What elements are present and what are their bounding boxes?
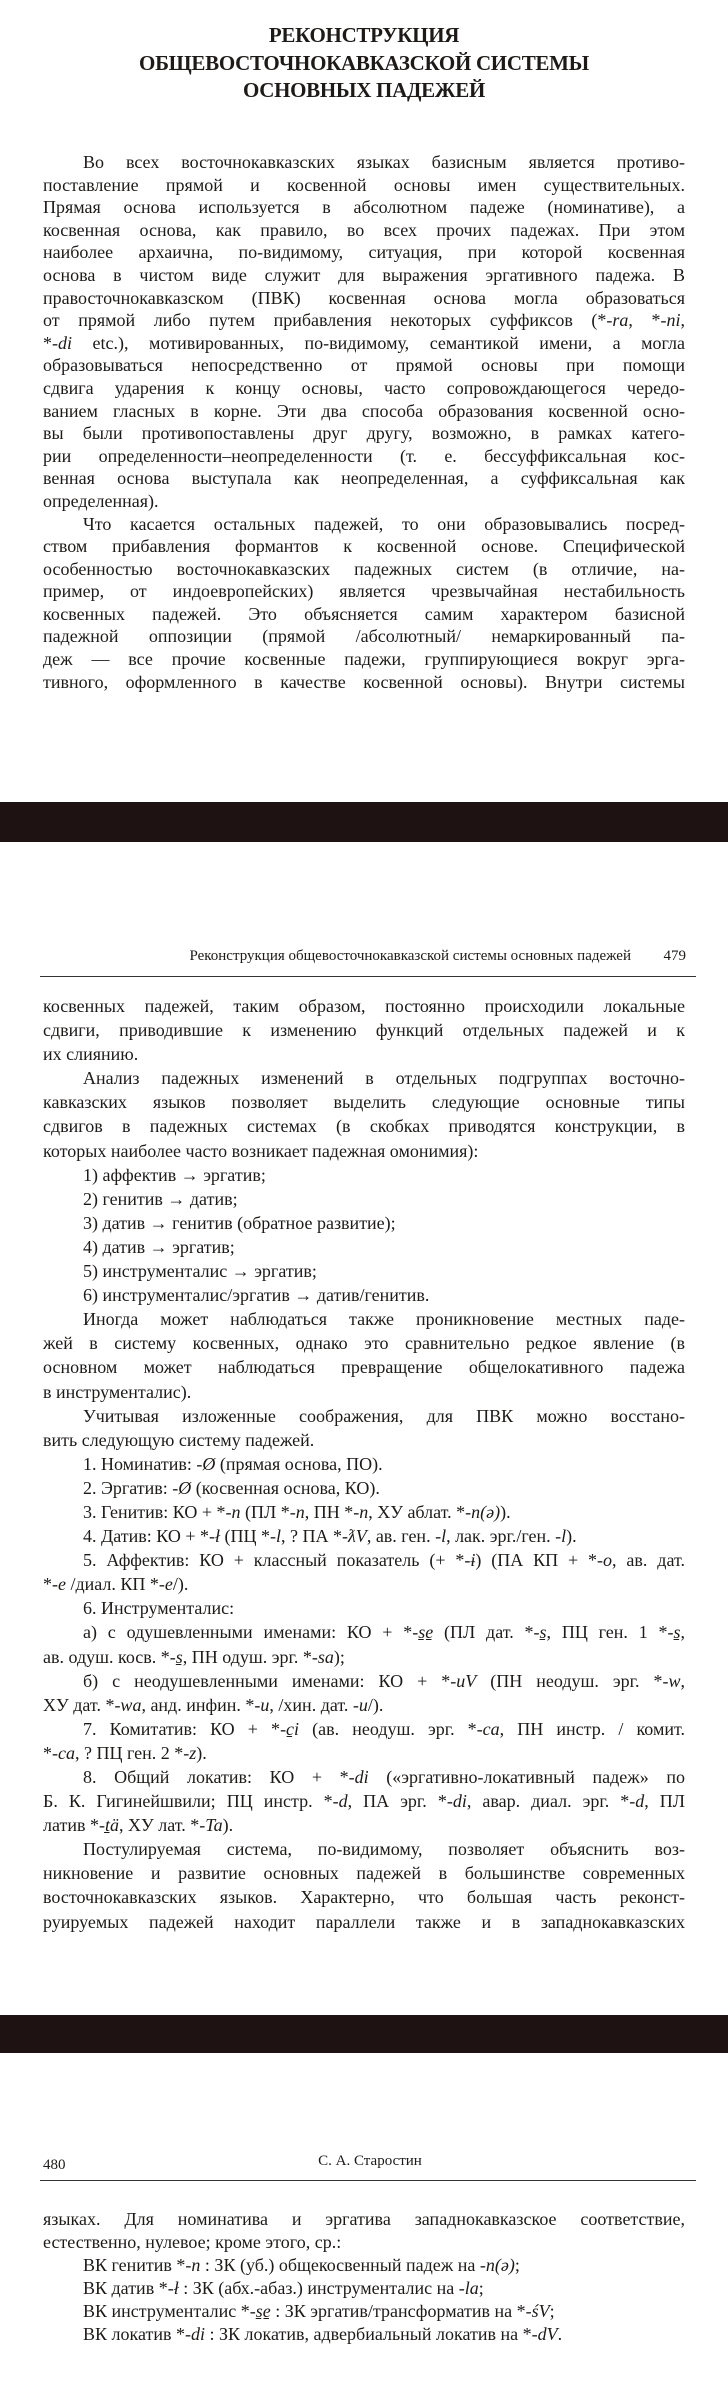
- text-run: ав. одуш. косв. *: [43, 1646, 170, 1667]
- text-line: [43, 151, 685, 174]
- text-line: [43, 1861, 685, 1885]
- text-run: 1. Номинатив: -: [83, 1453, 203, 1474]
- text-run: их слиянию.: [43, 1044, 139, 1065]
- text-run: сдвиги, приводившие к изменению функций отдельных падежей и к: [43, 1020, 685, 1041]
- text-line: [43, 422, 685, 445]
- text-line: [43, 1765, 685, 1789]
- italic-form: -n(ə): [465, 1501, 501, 1522]
- italic-form: Ø: [178, 1477, 192, 1498]
- text-line: [43, 2254, 685, 2277]
- text-run: правосточнокавказском (ПВК) косвенная основа могла образоваться: [43, 287, 685, 308]
- text-run: ;: [478, 2278, 484, 2298]
- text-run: (ПН неодуш. эрг. *: [476, 1670, 663, 1691]
- text-run: (ПЛ *: [240, 1501, 290, 1522]
- text-run: никновение и развитие основных падежей в большинстве современных: [43, 1863, 685, 1884]
- text-run: , ав. ген.: [366, 1526, 436, 1547]
- text-line: [43, 1428, 685, 1452]
- text-run: 2. Эргатив: -: [83, 1477, 179, 1498]
- text-run: ).: [196, 1742, 207, 1763]
- text-run: /).: [172, 1574, 189, 1595]
- text-run: , *: [628, 310, 661, 331]
- text-line: [43, 994, 685, 1018]
- text-line: [43, 377, 685, 400]
- text-line: [43, 625, 685, 648]
- text-run: , ? ПЦ ген. 2 *: [74, 1742, 184, 1763]
- text-run: наиболее архаична, по-видимому, ситуация, при которой косвенная: [43, 242, 685, 263]
- text-line: [43, 1669, 685, 1693]
- running-author: С. А. Старостин: [318, 2153, 422, 2169]
- text-line: [43, 1139, 685, 1163]
- italic-form: -n: [289, 1501, 305, 1522]
- text-run: определенная).: [43, 490, 159, 511]
- text-run: , ав. дат.: [612, 1550, 685, 1571]
- text-line: [43, 1307, 685, 1331]
- text-line: [43, 400, 685, 423]
- text-run: 2) генитив → датив;: [83, 1188, 238, 1209]
- italic-form: Ø: [202, 1453, 216, 1474]
- text-run: 3. Генитив: КО + *: [83, 1501, 226, 1522]
- text-run: естественно, нулевое; кроме этого, ср.:: [43, 2232, 342, 2252]
- text-run: *: [43, 332, 52, 353]
- text-line: [43, 1331, 685, 1355]
- text-run: (ПЦ *: [220, 1526, 271, 1547]
- text-run: 1) аффектив → эргатив;: [83, 1164, 266, 1185]
- page-body: [43, 2208, 685, 2346]
- text-run: *: [43, 1742, 52, 1763]
- text-line: [43, 513, 685, 536]
- italic-form: -wa: [114, 1694, 142, 1715]
- text-run: , ПЦ ген. 1 *: [546, 1622, 668, 1643]
- text-run: Постулируемая система, по-видимому, позволяет объяснить воз-: [83, 1839, 685, 1860]
- text-line: [43, 671, 685, 694]
- text-run: , ПН инстр. / комит.: [499, 1718, 685, 1739]
- text-run: ).: [566, 1526, 577, 1547]
- italic-form: -ca: [476, 1718, 500, 1739]
- text-run: (прямая основа, ПО).: [215, 1453, 383, 1474]
- text-run: , ХУ лат. *: [119, 1815, 200, 1836]
- text-run: , ПЛ: [644, 1791, 685, 1812]
- text-line: [43, 1837, 685, 1861]
- text-run: особенностью восточнокавказских падежных систем (в отличие, на-: [43, 558, 685, 579]
- text-line: [43, 2323, 685, 2346]
- text-run: , /хин. дат.: [269, 1694, 353, 1715]
- text-line: [43, 490, 685, 513]
- text-line: [43, 1741, 685, 1765]
- text-line: [43, 1548, 685, 1572]
- text-run: , ? ПА *: [281, 1526, 343, 1547]
- page-number: 480: [43, 2157, 66, 2173]
- italic-form: -ṯä: [99, 1815, 120, 1836]
- text-line: [43, 1645, 685, 1669]
- text-line: [43, 219, 685, 242]
- title-line: РЕКОНСТРУКЦИЯ: [268, 23, 460, 47]
- text-line: [43, 309, 685, 332]
- text-line: [43, 174, 685, 197]
- text-line: [43, 1717, 685, 1741]
- italic-form: -uV: [450, 1670, 477, 1691]
- text-run: : ЗК (абх.-абаз.) инструменталис на: [178, 2278, 459, 2298]
- italic-form: -di: [348, 1767, 369, 1787]
- italic-form: -l: [435, 1526, 447, 1547]
- text-run: 5) инструменталис → эргатив;: [83, 1261, 317, 1282]
- text-line: [43, 1885, 685, 1909]
- text-run: косвенных падежей. Это объясняется самим характером базисной: [43, 603, 685, 624]
- text-run: /).: [367, 1694, 384, 1715]
- text-line: [43, 287, 685, 310]
- text-run: от прямой либо путем прибавления некоторых суффиксов (*: [43, 310, 607, 331]
- page-separator: [0, 802, 728, 842]
- text-run: 6. Инструменталис:: [83, 1598, 235, 1619]
- italic-form: -e: [52, 1574, 66, 1595]
- text-line: [43, 1789, 685, 1813]
- italic-form: -z: [183, 1742, 197, 1763]
- text-run: основном может наблюдаться превращение общелокативного падежа: [43, 1357, 685, 1378]
- text-run: /диал. КП *: [65, 1574, 159, 1595]
- text-line: [43, 1596, 685, 1620]
- italic-form: -ca: [52, 1742, 75, 1763]
- italic-form: -di: [446, 1791, 467, 1812]
- italic-form: -śV: [525, 2301, 550, 2321]
- text-line: [43, 580, 685, 603]
- page-number: 479: [663, 948, 686, 964]
- page-480: [0, 2053, 728, 2408]
- italic-form: -sa: [311, 1646, 334, 1667]
- text-run: восточнокавказских языков. Характерно, что большая часть реконст-: [43, 1887, 685, 1908]
- text-line: [43, 1620, 685, 1644]
- text-run: ).: [500, 1501, 511, 1522]
- italic-form: -d: [332, 1791, 348, 1812]
- text-run: ) (ПА КП + *: [475, 1550, 598, 1571]
- text-run: латив *: [43, 1815, 100, 1836]
- text-line: [43, 467, 685, 490]
- text-line: [43, 1452, 685, 1476]
- text-line: [43, 1211, 685, 1235]
- text-line: [43, 1187, 685, 1211]
- text-run: руируемых падежей находит параллели также и в западнокавказских: [43, 1911, 685, 1932]
- text-line: [43, 241, 685, 264]
- text-run: (косвенная основа, КО).: [191, 1477, 380, 1498]
- text-run: 4. Датив: КО + *: [83, 1526, 210, 1547]
- text-run: 7. Комитатив: КО + *: [83, 1718, 281, 1739]
- italic-form: -o: [597, 1550, 613, 1571]
- text-line: [43, 1572, 685, 1596]
- text-run: , ПА эрг. *: [347, 1791, 447, 1812]
- italic-form: -ni: [660, 310, 681, 331]
- text-run: ;: [514, 2255, 520, 2275]
- text-run: («эргативно-локативный падеж» по: [368, 1767, 685, 1787]
- text-run: , лак. эрг./ген.: [446, 1526, 556, 1547]
- text-run: вы были противопоставлены друг другу, возможно, в рамках катего-: [43, 423, 685, 444]
- text-run: сдвига ударения к концу основы, часто сопровождающегося чередо-: [43, 377, 685, 398]
- text-run: венная основа выступала как неопределенная, а суффиксальная как: [43, 468, 685, 489]
- italic-form: -dV: [531, 2324, 558, 2344]
- text-line: [43, 1813, 685, 1837]
- text-run: косвенная основа, как правило, во всех прочих падежах. При этом: [43, 219, 685, 240]
- text-run: ВК локатив *: [83, 2324, 185, 2344]
- text-run: деж — все прочие косвенные падежи, группирующиеся вокруг эрга-: [43, 649, 685, 670]
- text-run: ,: [680, 1622, 685, 1643]
- text-line: [43, 354, 685, 377]
- page-479: [0, 842, 728, 2015]
- text-run: ;: [549, 2301, 555, 2321]
- italic-form: -n: [185, 2255, 201, 2275]
- italic-form: -ɨ: [464, 1550, 476, 1571]
- italic-form: -n(ə): [479, 2255, 515, 2275]
- text-run: косвенных падежей, таким образом, постоянно происходили локальные: [43, 996, 685, 1016]
- italic-form: -ł: [209, 1526, 221, 1547]
- text-run: основа в чистом виде служит для выражения эргативного падежа. В: [43, 264, 685, 285]
- text-line: [43, 1693, 685, 1717]
- text-run: ).: [222, 1815, 234, 1836]
- italic-form: -s̱: [533, 1622, 547, 1643]
- italic-form: -s̱e̱: [249, 2301, 271, 2321]
- text-line: [43, 1259, 685, 1283]
- text-run: , ХУ аблат. *: [368, 1501, 466, 1522]
- italic-form: -s̱: [667, 1622, 681, 1643]
- text-run: etc.), мотивированных, по-видимому, семантикой имени, а могла: [72, 332, 685, 353]
- text-run: падежной оппозиции (прямой /абсолютный/ немаркированный па-: [43, 626, 685, 647]
- text-run: ВК датив *: [83, 2278, 168, 2298]
- italic-form: -n: [225, 1501, 241, 1522]
- text-line: [43, 1476, 685, 1500]
- italic-form: -l: [270, 1526, 282, 1547]
- text-line: [43, 196, 685, 219]
- page-478: [0, 0, 728, 802]
- text-run: тивного, оформленного в качестве косвенной основы). Внутри системы: [43, 671, 685, 692]
- title-line: ОБЩЕВОСТОЧНОКАВКАЗСКОЙ СИСТЕМЫ: [139, 50, 589, 75]
- italic-form: -s̱e̱: [412, 1622, 434, 1643]
- text-run: , ПН одуш. эрг. *: [182, 1646, 312, 1667]
- text-run: ВК генитив *: [83, 2255, 186, 2275]
- text-run: 5. Аффектив: КО + классный показатель (+ *: [83, 1550, 465, 1571]
- text-line: [43, 1380, 685, 1404]
- text-line: [43, 2231, 685, 2254]
- text-run: Иногда может наблюдаться также проникновение местных паде-: [83, 1309, 685, 1330]
- italic-form: -w: [662, 1670, 681, 1691]
- text-run: ,: [680, 310, 685, 331]
- text-run: языках. Для номинатива и эргатива западнокавказское соответствие,: [43, 2209, 685, 2229]
- text-run: 8. Общий локатив: КО + *: [83, 1767, 349, 1787]
- italic-form: -s̱: [169, 1646, 183, 1667]
- text-run: сдвигов в падежных системах (в скобках приводятся конструкции, в: [43, 1116, 685, 1137]
- text-line: [43, 1163, 685, 1187]
- text-line: [43, 1283, 685, 1307]
- text-run: Во всех восточнокавказских языках базисным является противо-: [83, 152, 685, 172]
- text-line: [43, 2300, 685, 2323]
- text-run: 6) инструменталис/эргатив → датив/генитив.: [83, 1285, 430, 1306]
- page-body: [43, 994, 685, 1934]
- page-body: [43, 151, 685, 693]
- text-line: [43, 264, 685, 287]
- text-line: [43, 1066, 685, 1090]
- text-run: кавказских языков позволяет выделить следующие основные типы: [43, 1092, 685, 1113]
- text-run: );: [333, 1646, 345, 1667]
- italic-form: -l: [555, 1526, 567, 1547]
- text-line: [43, 1235, 685, 1259]
- text-run: ,: [680, 1670, 685, 1691]
- text-run: Б. К. Гигинейшвили; ПЦ инстр. *: [43, 1791, 333, 1812]
- text-run: : ЗК (уб.) общекосвенный падеж на: [200, 2255, 480, 2275]
- italic-form: -e: [158, 1574, 173, 1595]
- text-line: [43, 558, 685, 581]
- text-line: [43, 445, 685, 468]
- text-line: [43, 648, 685, 671]
- text-run: , анд. инфин. *: [141, 1694, 255, 1715]
- text-run: (ПЛ дат. *: [433, 1622, 534, 1643]
- text-line: [43, 332, 685, 355]
- article-title: [0, 22, 728, 105]
- text-run: а) с одушевленными именами: КО + *: [83, 1622, 413, 1643]
- text-line: [43, 1090, 685, 1114]
- text-line: [43, 1114, 685, 1138]
- text-run: , ПН *: [304, 1501, 354, 1522]
- header-rule: [40, 2180, 696, 2181]
- italic-form: -Ta: [199, 1815, 223, 1836]
- italic-form: -di: [52, 332, 72, 353]
- text-run: ством прибавления формантов к косвенной основе. Специфической: [43, 536, 685, 557]
- text-line: [43, 1500, 685, 1524]
- text-run: рии определенности–неопределенности (т. е. бессуффиксальная кос-: [43, 445, 685, 466]
- text-run: ВК инструменталис *: [83, 2301, 250, 2321]
- italic-form: -d: [629, 1791, 645, 1812]
- italic-form: -c̱i: [280, 1718, 300, 1739]
- text-run: , авар. диал. эрг. *: [466, 1791, 630, 1812]
- text-run: которых наиболее часто возникает падежная омонимия):: [43, 1140, 479, 1161]
- text-line: [43, 1018, 685, 1042]
- text-run: ванием гласных в корне. Эти два способа образования косвенной осно-: [43, 400, 685, 421]
- text-line: [43, 1910, 685, 1934]
- italic-form: -u: [254, 1694, 270, 1715]
- text-run: Что касается остальных падежей, то они образовывались посред-: [83, 513, 685, 534]
- text-run: 3) датив → генитив (обратное развитие);: [83, 1212, 396, 1233]
- text-run: Прямая основа используется в абсолютном падеже (номинативе), а: [43, 197, 685, 218]
- text-run: Анализ падежных изменений в отдельных подгруппах восточно-: [83, 1068, 685, 1089]
- text-run: (ав. неодуш. эрг. *: [299, 1718, 477, 1739]
- text-line: [43, 535, 685, 558]
- title-line: ОСНОВНЫХ ПАДЕЖЕЙ: [242, 78, 486, 102]
- header-rule: [40, 976, 696, 977]
- text-run: ХУ дат. *: [43, 1694, 115, 1715]
- text-run: : ЗК эргатив/трансформатив на *: [270, 2301, 526, 2321]
- running-title: Реконструкция общевосточнокавказской системы основных падежей: [189, 948, 631, 964]
- italic-form: -u: [352, 1694, 368, 1715]
- italic-form: -n: [353, 1501, 369, 1522]
- text-run: поставление прямой и косвенной основы имен существительных.: [43, 174, 685, 195]
- text-line: [43, 603, 685, 626]
- italic-form: -la: [458, 2278, 479, 2298]
- text-line: [43, 1042, 685, 1066]
- italic-form: -ra: [606, 310, 629, 331]
- text-line: [43, 1524, 685, 1548]
- text-run: пример, от индоевропейских) является чрезвычайная нестабильность: [43, 581, 685, 602]
- text-run: образовываться непосредственно от прямой основы при помощи: [43, 355, 685, 376]
- italic-form: -ł: [167, 2278, 179, 2298]
- text-line: [43, 2277, 685, 2300]
- text-run: б) с неодушевленными именами: КО + *: [83, 1670, 451, 1691]
- italic-form: -ƛV: [342, 1526, 367, 1547]
- text-run: 4) датив → эргатив;: [83, 1236, 235, 1257]
- page-separator: [0, 2015, 728, 2053]
- text-run: : ЗК локатив, адвербиальный локатив на *: [205, 2324, 532, 2344]
- text-run: .: [557, 2324, 563, 2344]
- text-line: [43, 1355, 685, 1379]
- text-run: *: [43, 1574, 52, 1595]
- text-run: вить следующую систему падежей.: [43, 1429, 315, 1450]
- text-run: в инструменталис).: [43, 1381, 192, 1402]
- text-line: [43, 1404, 685, 1428]
- italic-form: -di: [185, 2324, 205, 2344]
- text-line: [43, 2208, 685, 2231]
- text-run: Учитывая изложенные соображения, для ПВК можно восстано-: [83, 1405, 685, 1426]
- text-run: жей в систему косвенных, однако это сравнительно редкое явление (в: [43, 1333, 685, 1354]
